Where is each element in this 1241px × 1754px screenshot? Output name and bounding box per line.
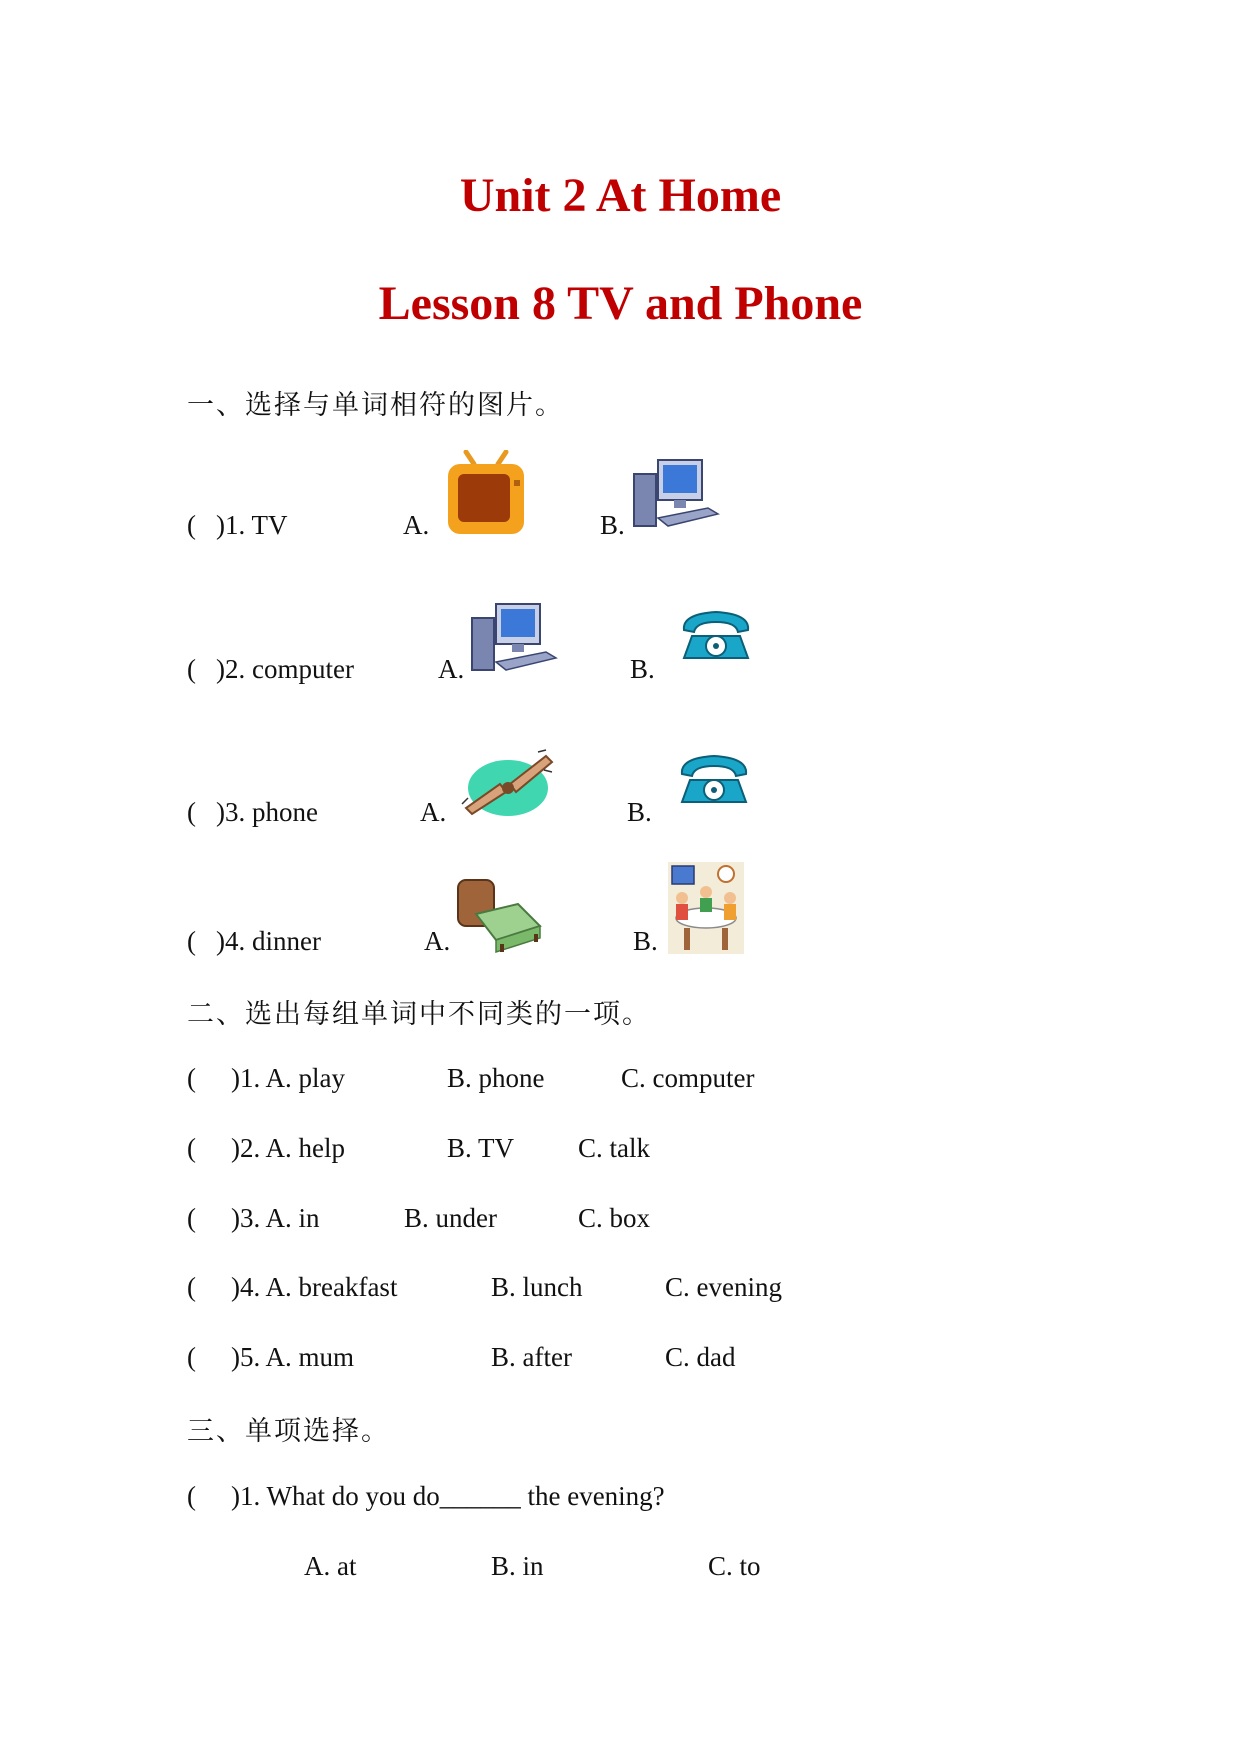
question-text: )2. A. help [231,1133,345,1163]
answer-bracket[interactable]: ( [187,1133,196,1163]
bed-icon[interactable] [456,874,542,954]
question-text: )1. What do you do______ the evening? [231,1481,665,1511]
option-b-label: B. [633,926,658,956]
answer-bracket[interactable]: ( [187,1063,196,1093]
option-b-label: B. [630,654,655,684]
family-dinner-icon[interactable] [668,862,744,954]
option-a: A. at [304,1551,357,1581]
part1-heading: 一、选择与单词相符的图片。 [187,390,564,421]
fan-icon[interactable] [460,748,556,822]
computer-icon[interactable] [468,600,558,682]
option-b: B. under [404,1203,497,1233]
question-text: )1. A. play [231,1063,345,1093]
phone-icon[interactable] [676,752,752,808]
option-a-label: A. [438,654,465,684]
option-a-label: A. [420,797,447,827]
phone-icon[interactable] [678,608,754,664]
answer-bracket[interactable]: ( [187,1203,196,1233]
answer-bracket[interactable]: ( [187,926,196,956]
question-text: )4. dinner [216,926,321,956]
option-b: B. in [491,1551,544,1581]
answer-bracket[interactable]: ( [187,1342,196,1372]
option-a-label: A. [403,510,430,540]
option-b: B. TV [447,1133,515,1163]
answer-bracket[interactable]: ( [187,654,196,684]
option-b-label: B. [627,797,652,827]
option-b: B. phone [447,1063,545,1093]
tv-icon[interactable] [444,450,528,536]
question-text: )3. A. in [231,1203,320,1233]
question-text: )4. A. breakfast [231,1272,398,1302]
option-b-label: B. [600,510,625,540]
option-b: B. lunch [491,1272,583,1302]
question-text: )2. computer [216,654,354,684]
answer-bracket[interactable]: ( [187,1481,196,1511]
option-b: B. after [491,1342,572,1372]
part3-heading: 三、单项选择。 [187,1416,390,1447]
answer-bracket[interactable]: ( [187,510,196,540]
option-c: C. talk [578,1133,650,1163]
answer-bracket[interactable]: ( [187,797,196,827]
part2-heading: 二、选出每组单词中不同类的一项。 [187,999,651,1030]
page-title: Unit 2 At Home [459,169,782,222]
option-c: C. dad [665,1342,736,1372]
option-c: C. box [578,1203,651,1233]
question-text: )3. phone [216,797,318,827]
question-text: )5. A. mum [231,1342,355,1372]
option-c: C. computer [621,1063,755,1093]
question-text: )1. TV [216,510,288,540]
computer-icon[interactable] [630,456,720,538]
option-c: C. to [708,1551,761,1581]
lesson-title: Lesson 8 TV and Phone [378,277,863,330]
option-c: C. evening [665,1272,782,1302]
answer-bracket[interactable]: ( [187,1272,196,1302]
option-a-label: A. [424,926,451,956]
